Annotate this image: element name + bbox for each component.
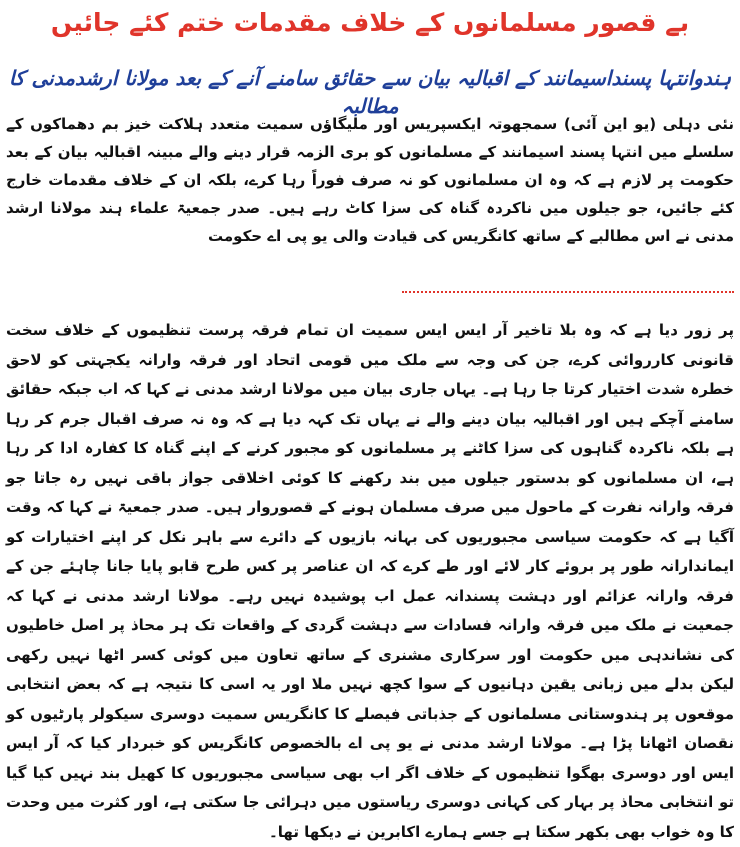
- article-paragraph-2: پر زور دیا ہے کہ وہ بلا تاخیر آر ایس ایس سمیت ان تمام فرقہ پرست تنظیموں کے خلاف سخت قانونی کارروائی کرے، جن کی وجہ سے ملک میں قومی اتحاد اور فرقہ وارانہ یکجہتی کو لاحق خطرہ شدت اختیار کرتا جا رہا ہے۔ یہاں جاری بیان میں مولانا ارشد مدنی نے کہا کہ اب جبکہ حقائق سامنے آچکے ہیں اور اقبالیہ بیان دینے والے نے یہاں تک کہہ دیا ہے کہ وہ نہ صرف اقبال جرم کر رہا ہے بلکہ ناکردہ گناہوں کی سزا کاٹنے پر مسلمانوں کو مجبور کرنے کے اپنے گناہ کا کفارہ ادا کر رہا ہے، ان مسلمانوں کو بدستور جیلوں میں بند رکھنے کا کوئی اخلاقی جواز باقی نہیں رہ جاتا جو فرقہ وارانہ نفرت کے ماحول میں صرف مسلمان ہونے کے قصوروار ہیں۔ صدر جمعیۃ نے کہا کہ وقت آگیا ہے کہ حکومت سیاسی مجبوریوں کی بہانہ بازیوں کے دائرے سے باہر نکل کر اپنے اختیارات کو ایماندارانہ طور پر بروئے کار لائے اور طے کرے کہ ان عناصر پر کس طرح قابو پایا جانا چاہئے جن کے فرقہ وارانہ عزائم اور دہشت پسندانہ عمل اب پوشیدہ نہیں رہے۔ مولانا ارشد مدنی نے کہا کہ جمعیت نے ملک میں فرقہ وارانہ فسادات سے دہشت گردی کے واقعات تک ہر محاذ پر اصل خاطیوں کی نشاندہی میں حکومت اور سرکاری مشنری کے ساتھ تعاون میں کوئی کسر اٹھا نہیں رکھی لیکن بدلے میں زبانی یقین دہانیوں کے سوا کچھ نہیں ملا اور یہ اسی کا نتیجہ ہے کہ بعض انتخابی موقعوں پر ہندوستانی مسلمانوں کے جذباتی فیصلے کا کانگریس سمیت دوسری سیکولر پارٹیوں کو نقصان اٹھانا پڑا ہے۔ مولانا ارشد مدنی نے یو پی اے بالخصوص کانگریس کو خبردار کیا کہ آر ایس ایس اور دوسری بھگوا تنظیموں کے خلاف اگر اب بھی سیاسی مجبوریوں کا کھیل بند نہیں کیا گیا تو انتخابی محاذ پر بہار کی کہانی دوسری ریاستوں میں دہرائی جا سکتی ہے، اور کثرت میں وحدت کا وہ خواب بھی بکھر سکتا ہے جسے ہمارے اکابرین نے دیکھا تھا۔: [6, 321, 734, 841]
- section-separator: [402, 291, 734, 293]
- article-paragraph-1: نئی دہلی (یو این آئی) سمجھوتہ ایکسپریس اور ملیگاؤں سمیت متعدد ہلاکت خیز بم دھماکوں کے سلسلے میں انتہا پسند اسیمانند کے مسلمانوں کو بری الزمہ قرار دینے والے مبینہ اقبالیہ بیان کے بعد حکومت پر لازم ہے کہ وہ ان مسلمانوں کو نہ صرف فوراً رہا کرے، بلکہ ان کے خلاف مقدمات خارج کئے جائیں، جو جیلوں میں ناکردہ گناہ کی سزا کاٹ رہے ہیں۔ صدر جمعیۃ علماء ہند مولانا ارشد مدنی نے اس مطالبے کے ساتھ کانگریس کی قیادت والی یو پی اے حکومت: [6, 115, 734, 245]
- article-headline: بے قصور مسلمانوں کے خلاف مقدمات ختم کئے جائیں: [50, 8, 690, 37]
- article-subheadline: ہندوانتہا پسنداسیمانند کے اقبالیہ بیان سے حقائق سامنے آنے کے بعد مولانا ارشدمدنی کا مطالبہ: [8, 66, 732, 118]
